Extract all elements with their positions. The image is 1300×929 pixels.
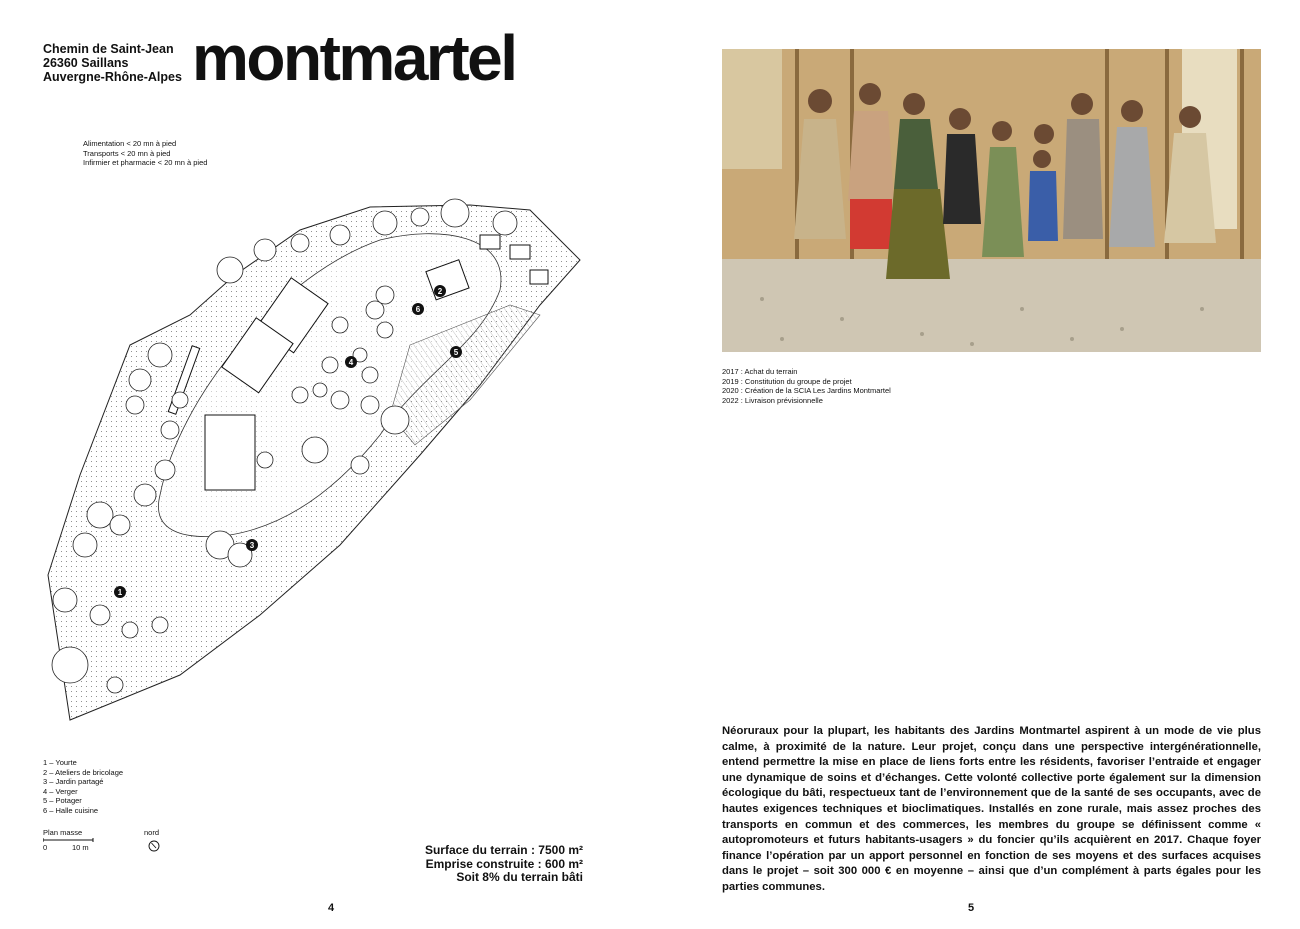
group-photo xyxy=(722,49,1261,352)
marker-2-label: 2 xyxy=(437,287,443,296)
right-page xyxy=(650,0,1300,929)
marker-2 xyxy=(434,285,446,297)
page-number-right: 5 xyxy=(968,902,975,914)
proximity-item: Alimentation < 20 mn à pied xyxy=(83,139,177,148)
legend-item: 2 – Ateliers de bricolage xyxy=(43,767,124,777)
address-line: Chemin de Saint-Jean xyxy=(43,42,174,56)
marker-5-label: 5 xyxy=(453,348,459,357)
stat-line: Surface du terrain : 7500 m² xyxy=(424,843,583,857)
marker-1 xyxy=(114,586,126,598)
legend-item: 1 – Yourte xyxy=(43,758,77,767)
address-line: Auvergne-Rhône-Alpes xyxy=(43,70,182,84)
marker-4 xyxy=(345,356,357,368)
body-paragraph: Néoruraux pour la plupart, les habitants des Jardins Montmartel aspirent à un mode de vie plus calme, à proximité de la nature. Leur projet, conçu dans une perspective intergénérationnelle, entend permettre la mise en place de liens forts entre les résidents, favoriser l’entraide et engager une dynamique de soins et d’échanges. Cette volonté collective porte également sur la dimension écologique du bâti, respectueux tant de l’environnement que de la santé de ses occupants, avec de hautes exigences techniques et bioclimatiques. Installés en zone rurale, mais assez proches des transports en commun et des commerces, les membres du groupe se définissent comme « autopromoteurs et futurs habitants-usagers » du foncier qu’ils acquièrent en 2017. Chaque foyer finance l’opération par un apport personnel en fonction de ses moyens et des surfaces acquises dans le projet – soit 300 000 € en moyenne – ainsi que d’un complément à parts égales pour les parties communes. xyxy=(722,725,1261,893)
marker-1-label: 1 xyxy=(117,588,123,597)
timeline-item: 2022 : Livraison prévisionnelle xyxy=(722,395,823,405)
legend-item: 4 – Verger xyxy=(43,786,78,796)
project-title: montmartel xyxy=(192,22,516,94)
north-arrow-icon xyxy=(148,840,160,852)
address-line: 26360 Saillans xyxy=(43,56,129,70)
site-plan xyxy=(40,195,600,730)
marker-3 xyxy=(246,539,258,551)
marker-3-label: 3 xyxy=(249,541,255,550)
marker-6 xyxy=(412,303,424,315)
marker-5 xyxy=(450,346,462,358)
timeline-item: 2017 : Achat du terrain xyxy=(722,367,798,376)
proximity-item: Infirmier et pharmacie < 20 mn à pied xyxy=(83,158,208,167)
page-number-left: 4 xyxy=(328,902,335,914)
timeline-item: 2019 : Constitution du groupe de projet xyxy=(722,376,852,386)
plan-label: Plan masse xyxy=(43,828,83,837)
legend-item: 5 – Potager xyxy=(43,796,82,805)
address-block xyxy=(43,42,182,84)
scale-start: 0 xyxy=(43,843,48,852)
timeline-item: 2020 : Création de la SCIA Les Jardins Montmartel xyxy=(722,386,891,395)
marker-6-label: 6 xyxy=(415,305,421,314)
marker-4-label: 4 xyxy=(348,358,354,367)
legend-item: 3 – Jardin partagé xyxy=(43,777,104,786)
stat-line: Emprise construite : 600 m² xyxy=(425,856,583,871)
stat-line: Soit 8% du terrain bâti xyxy=(456,870,583,884)
scale-end: 10 m xyxy=(72,843,89,852)
proximity-list xyxy=(83,139,207,168)
project-timeline xyxy=(722,367,891,405)
plan-legend xyxy=(43,758,123,815)
legend-item: 6 – Halle cuisine xyxy=(43,805,99,815)
proximity-item: Transports < 20 mn à pied xyxy=(83,148,171,158)
north-label: nord xyxy=(144,828,160,837)
site-stats xyxy=(425,844,583,885)
